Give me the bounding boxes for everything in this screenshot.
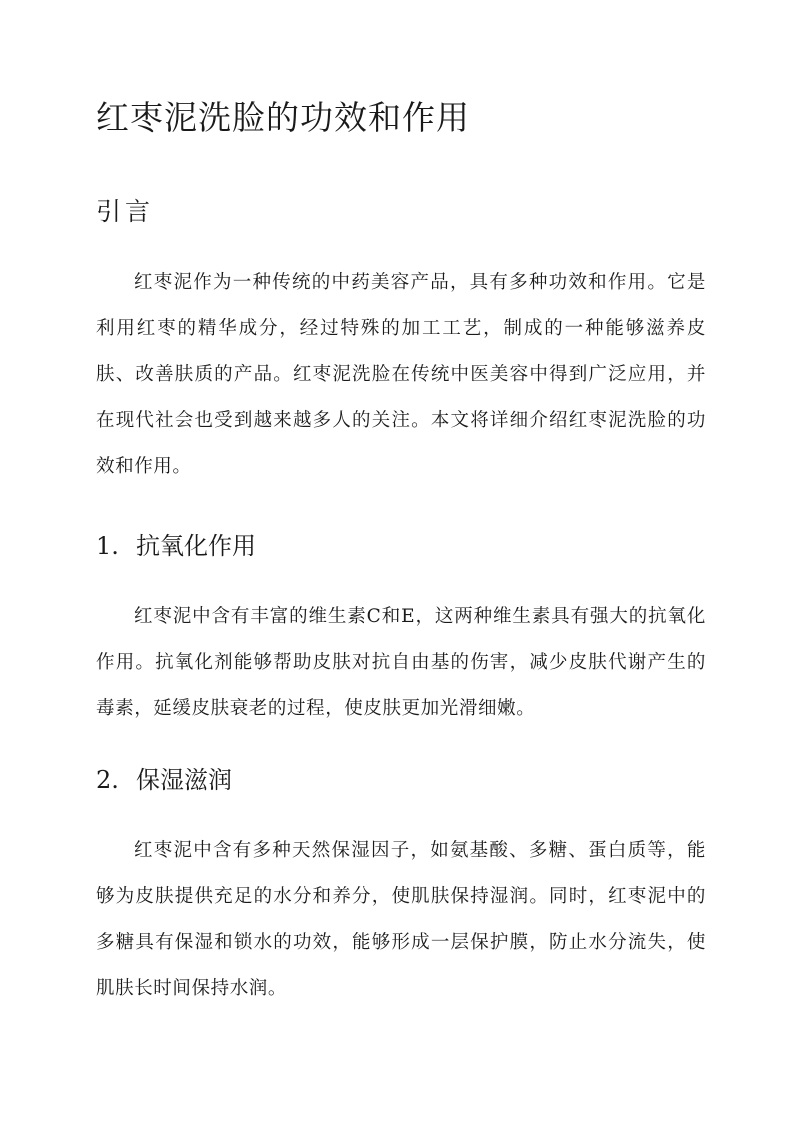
intro-heading: 引言	[96, 197, 155, 226]
section-number: 2.	[96, 766, 119, 794]
section-number: 1.	[96, 532, 119, 560]
section-paragraph-moisturizing: 红枣泥中含有多种天然保湿因子，如氨基酸、多糖、蛋白质等，能够为皮肤提供充足的水分和养分，使肌肤保持湿润。同时，红枣泥中的多糖具有保湿和锁水的功效，能够形成一层保护膜，防止水分流失，使肌肤长时间保持水润。	[96, 840, 706, 999]
section-heading-antioxidant	[96, 526, 256, 566]
section-heading-text: 抗氧化作用	[136, 532, 256, 560]
section-heading-text: 保湿滋润	[136, 766, 232, 794]
page-title: 红枣泥洗脸的功效和作用	[96, 98, 470, 137]
section-paragraph-antioxidant: 红枣泥中含有丰富的维生素C和E，这两种维生素具有强大的抗氧化作用。抗氧化剂能够帮助皮肤对抗自由基的伤害，减少皮肤代谢产生的毒素，延缓皮肤衰老的过程，使皮肤更加光滑细嫩。	[96, 606, 706, 719]
intro-paragraph: 红枣泥作为一种传统的中药美容产品，具有多种功效和作用。它是利用红枣的精华成分，经过特殊的加工工艺，制成的一种能够滋养皮肤、改善肤质的产品。红枣泥洗脸在传统中医美容中得到广泛应用，并在现代社会也受到越来越多人的关注。本文将详细介绍红枣泥洗脸的功效和作用。	[96, 272, 706, 477]
section-heading-moisturizing	[96, 760, 232, 800]
